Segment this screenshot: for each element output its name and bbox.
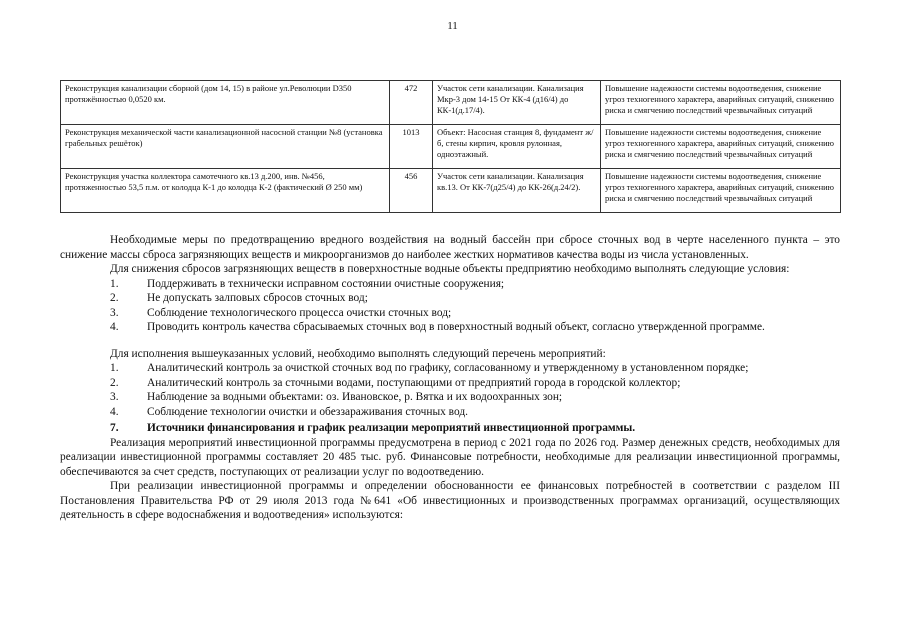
list-text: Соблюдение технологического процесса очистки сточных вод; — [147, 306, 452, 319]
list-item — [60, 361, 840, 376]
list-number: 2. — [110, 376, 119, 389]
list-text: Наблюдение за водными объектами: оз. Ивановское, р. Вятка и их водоохранных зон; — [147, 391, 563, 403]
cell-location: Объект: Насосная станция 8, фундамент ж/б, стены кирпич, кровля рулонная, одноэтажный. — [433, 125, 601, 169]
paragraph: Необходимые меры по предотвращению вредного воздействия на водный бассейн при сбросе сточных вод в черте населенного пункта – это снижение массы сброса загрязняющих веществ и микроорганизмов до наиболее жестких нормативов качества воды из числа установленных. — [60, 234, 840, 261]
list-number: 4. — [110, 321, 119, 333]
paragraph: Для снижения сбросов загрязняющих веществ в поверхностные водные объекты предприятию необходимо выполнять следующие условия: — [110, 263, 790, 275]
list-item — [60, 291, 840, 306]
list-text: Поддерживать в технически исправном состоянии очистные сооружения; — [147, 277, 505, 290]
list-item — [60, 320, 840, 335]
body-text — [60, 233, 840, 523]
cell-effect: Повышение надежности системы водоотведения, снижение угроз техногенного характера, аварийных ситуаций, снижению риска и смягчению последствий чрезвычайных ситуаций — [601, 125, 841, 169]
list-number: 1. — [110, 362, 119, 374]
list-number: 3. — [110, 306, 119, 319]
table-row — [61, 81, 841, 125]
investment-table — [60, 80, 841, 213]
list-number: 1. — [110, 277, 119, 290]
cell-object: Реконструкция участка коллектора самотечного кв.13 д.200, инв. №456, протяженностью 53,5 п.м. от колодца К-1 до колодца К-2 (фактический Ø 250 мм) — [61, 169, 390, 213]
cell-object: Реконструкция механической части канализационной насосной станции №8 (установка грабельных решёток) — [61, 125, 390, 169]
cell-effect: Повышение надежности системы водоотведения, снижение угроз техногенного характера, аварийных ситуаций, снижению риска и смягчению последствий чрезвычайных ситуаций — [601, 81, 841, 125]
cell-cost: 456 — [390, 169, 433, 213]
list-number: 2. — [110, 292, 119, 304]
list-item — [60, 390, 840, 405]
paragraph: При реализации инвестиционной программы и определении обоснованности ее финансовых потребностей в соответствии с разделом III Постановления Правительства РФ от 29 июля 2013 года №641 «Об инвестиционных и производственных программах организаций, осуществляющих деятельность в сфере водоснабжения и водоотведения» используются: — [60, 480, 840, 521]
list-text: Проводить контроль качества сбрасываемых сточных вод в поверхностный водный объект, согласно утвержденной программе. — [147, 321, 765, 333]
list-text: Не допускать залповых сбросов сточных вод; — [147, 292, 368, 304]
cell-effect: Повышение надежности системы водоотведения, снижение угроз техногенного характера, аварийных ситуаций, снижению риска и смягчению последствий чрезвычайных ситуаций — [601, 169, 841, 213]
list-number: 4. — [110, 405, 119, 418]
list-text: Соблюдение технологии очистки и обеззараживания сточных вод. — [147, 405, 468, 418]
cell-cost: 1013 — [390, 125, 433, 169]
section-number: 7. — [110, 422, 119, 434]
table-row — [61, 169, 841, 213]
list-text: Аналитический контроль за очисткой сточных вод по графику, согласованному и утвержденному в установленном порядке; — [147, 362, 749, 374]
list-item — [60, 376, 840, 391]
cell-object: Реконструкция канализации сборной (дом 14, 15) в районе ул.Революции D350 протяжённостью 0,0520 км. — [61, 81, 390, 125]
cell-location: Участок сети канализации. Канализация Мкр-3 дом 14-15 От КК-4 (д16/4) до КК-1(д.17/4). — [433, 81, 601, 125]
list-item — [60, 405, 840, 420]
section-title: Источники финансирования и график реализации мероприятий инвестиционной программы. — [147, 422, 636, 434]
list-item — [60, 306, 840, 321]
list-item — [60, 277, 840, 292]
list-text: Аналитический контроль за сточными водами, поступающими от предприятий города в городской коллектор; — [147, 376, 681, 389]
page-number: 11 — [447, 20, 458, 32]
section-heading — [60, 421, 840, 436]
paragraph: Реализация мероприятий инвестиционной программы предусмотрена в период с 2021 года по 2026 год. Размер денежных средств, необходимых для реализации инвестиционной программы составляет 20 485 тыс. руб. Финансовые потребности, необходимые для реализации инвестиционной программы, обеспечиваются за счет средств, поступающих от реализации услуг по водоотведению. — [60, 436, 840, 478]
cell-location: Участок сети канализации. Канализация кв.13. От КК-7(д25/4) до КК-26(д.24/2). — [433, 169, 601, 213]
paragraph: Для исполнения вышеуказанных условий, необходимо выполнять следующий перечень мероприятий: — [110, 347, 606, 360]
table-row — [61, 125, 841, 169]
list-number: 3. — [110, 391, 119, 403]
cell-cost: 472 — [390, 81, 433, 125]
